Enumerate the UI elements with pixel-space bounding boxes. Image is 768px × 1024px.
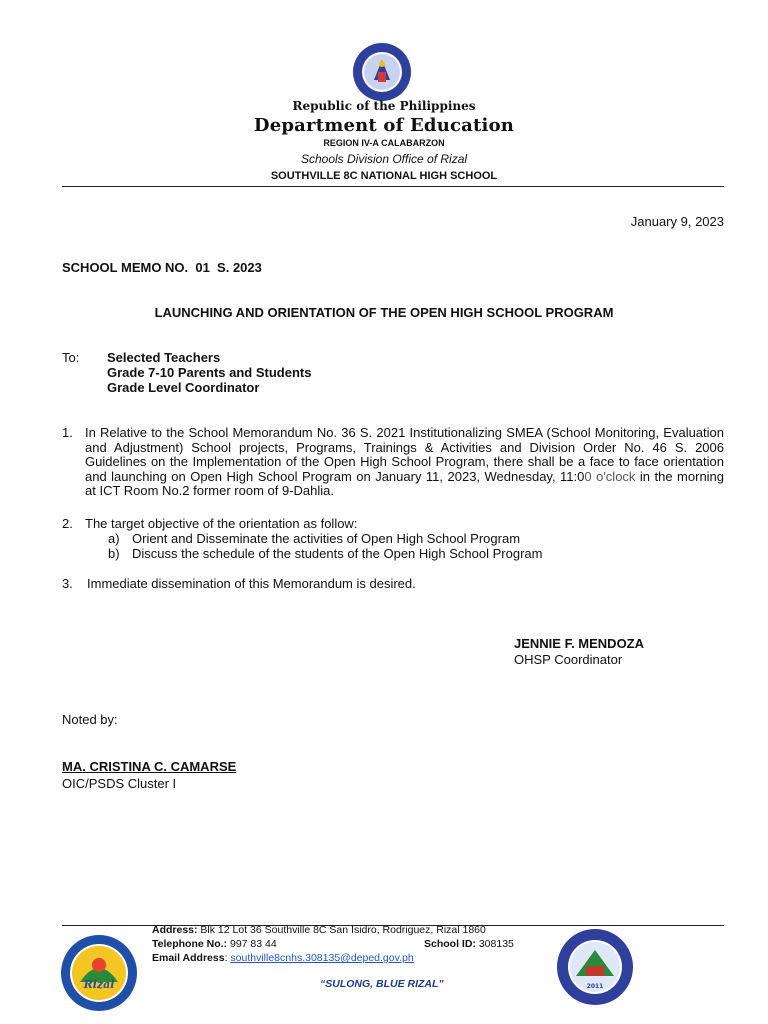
noter-name: MA. CRISTINA C. CAMARSE [62,759,237,774]
paragraph-number: 2. [62,516,73,531]
school-id-label: School ID: [424,938,476,950]
division-seal-logo [60,934,138,1012]
deped-seal [352,42,412,102]
noted-by-label: Noted by: [62,712,118,727]
telephone-value: 997 83 44 [227,938,277,950]
to-label: To: [62,350,80,365]
noter-title: OIC/PSDS Cluster I [62,776,177,791]
paragraph-number: 3. [62,576,73,591]
paragraph-1 [62,426,724,499]
email-link[interactable]: southville8cnhs.308135@deped.gov.ph [230,952,414,964]
school-seal-logo [556,928,634,1006]
republic-heading: Republic of the Philippines [292,99,476,113]
school-id-value: 308135 [475,938,514,950]
recipient-item: Grade Level Coordinator [107,380,260,395]
signer-name: JENNIE F. MENDOZA [514,636,645,651]
paragraph-text-part: in the morning at ICT Room No.2 former room of 9-Dahlia. [85,468,725,498]
footer-address [152,924,486,936]
footer-email [152,952,414,964]
address-value: Blk 12 Lot 36 Southville 8C San Isidro, Rodriguez, Rizal 1860 [197,924,486,936]
email-label: Email Address [152,952,225,964]
svg-text:2011: 2011 [586,983,604,990]
region-heading: REGION IV-A CALABARZON [323,138,445,148]
objective-text: Orient and Disseminate the activities of Open High School Program [132,531,521,546]
objective-label: a) [108,531,120,546]
school-motto: “SULONG, BLUE RIZAL” [320,978,444,990]
paragraph-text: Immediate dissemination of this Memorandum is desired. [87,576,416,591]
department-heading: Department of Education [253,115,515,136]
recipient-list [107,350,311,395]
division-heading: Schools Division Office of Rizal [300,152,468,166]
paragraph-text: The target objective of the orientation as follow: [85,516,358,531]
svg-text:Rizal: Rizal [83,978,115,991]
telephone-label: Telephone No.: [152,938,228,950]
paragraph-text-part: 0 o'clock [584,468,636,484]
footer-school-id [424,938,514,950]
paragraph-number: 1. [62,425,73,440]
school-heading: SOUTHVILLE 8C NATIONAL HIGH SCHOOL [270,170,498,182]
memo-date: January 9, 2023 [630,214,724,229]
paragraph-3 [62,576,416,591]
objective-text: Discuss the schedule of the students of the Open High School Program [132,546,543,561]
paragraph-text-part: In Relative to the School Memorandum No. 36 S. 2021 Institutionalizing SMEA (School Monitoring, Evaluation and Adjustment) School projects, Programs, Trainings & Activities and Division Order No. 46 S. 2006 Guidelines on the Implementation of the Open High School Program, there shall be a face to face orientation and launching on Open High School Program on January 11, 2023, Wednesday, 11:0 [85,425,724,484]
paragraph-text [85,426,724,499]
memo-number: SCHOOL MEMO NO. 01 S. 2023 [62,260,262,275]
signer-title: OHSP Coordinator [514,652,623,667]
header-divider [62,186,724,187]
objective-label: b) [108,546,120,561]
memo-subject: LAUNCHING AND ORIENTATION OF THE OPEN HIGH SCHOOL PROGRAM [154,305,614,320]
recipient-item: Selected Teachers [107,350,221,365]
objective-item [108,531,520,546]
recipient-item: Grade 7-10 Parents and Students [107,365,312,380]
footer-telephone [152,938,277,950]
objective-item [108,546,542,561]
paragraph-2 [62,516,357,531]
email-separator: : [224,952,231,964]
address-label: Address: [152,924,198,936]
